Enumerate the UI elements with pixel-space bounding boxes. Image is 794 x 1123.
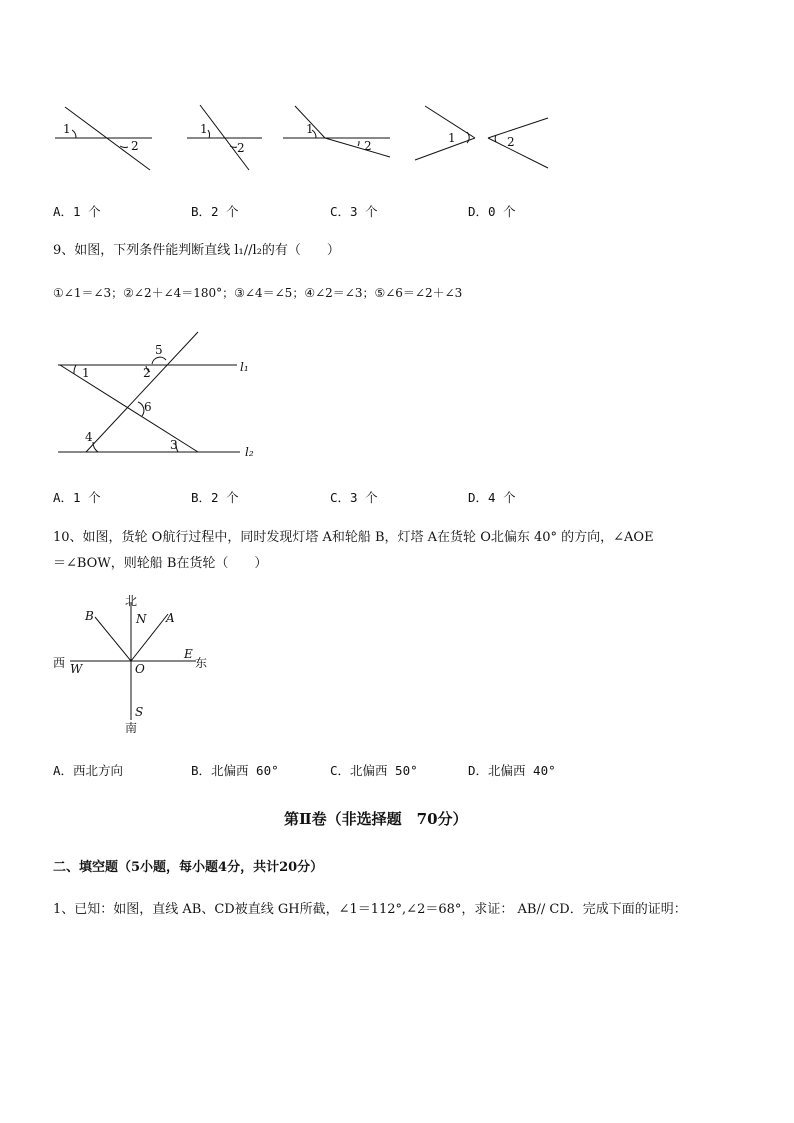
q9-angle-3: 3 — [170, 438, 178, 452]
q8-figure-c — [280, 100, 395, 175]
q9-stem: 9、如图，下列条件能判断直线 l₁//l₂的有（ ） — [53, 243, 340, 258]
q8-figure-a — [50, 100, 160, 175]
q10-option-c[interactable]: C．北偏西 50° — [330, 763, 418, 778]
compass-south: 南 — [125, 721, 138, 735]
q8-option-c[interactable]: C．3 个 — [330, 204, 378, 219]
q8d-angle-1: 1 — [448, 131, 456, 145]
q8c-angle-2: 2 — [364, 139, 372, 153]
q9-angle-4: 4 — [85, 430, 93, 444]
part2-q1-stem: 1、已知：如图，直线 AB、CD被直线 GH所截，∠1＝112°,∠2＝68°，求证： AB// CD．完成下面的证明： — [53, 902, 687, 917]
q9-option-c[interactable]: C．3 个 — [330, 490, 378, 505]
q8-option-b[interactable]: B．2 个 — [191, 204, 239, 219]
compass-east: 东 — [195, 656, 208, 670]
ship-b-label: B — [85, 609, 94, 623]
q8d-angle-2: 2 — [507, 135, 515, 149]
q10-stem-line1: 10、如图，货轮 O航行过程中，同时发现灯塔 A和轮船 B，灯塔 A在货轮 O北偏东 40° 的方向，∠AOE — [53, 530, 654, 545]
part2-title: 第Ⅱ卷（非选择题 70分） — [284, 810, 468, 828]
q8c-angle-1: 1 — [306, 122, 314, 136]
q9-angle-2: 2 — [143, 366, 151, 380]
q9-option-a[interactable]: A．1 个 — [53, 490, 101, 505]
section-fill-blank-heading: 二、填空题（5小题，每小题4分，共计20分） — [53, 860, 324, 875]
q10-option-d[interactable]: D．北偏西 40° — [468, 763, 556, 778]
q8-figure-b — [182, 100, 272, 175]
q10-option-a[interactable]: A．西北方向 — [53, 763, 124, 778]
q8b-angle-2: 2 — [237, 141, 245, 155]
q8-figure-d — [410, 100, 555, 175]
q10-stem-line2: ＝∠BOW，则轮船 B在货轮（ ） — [53, 556, 268, 571]
compass-north: 北 — [125, 594, 138, 608]
compass-s-label: S — [135, 705, 144, 719]
q9-option-b[interactable]: B．2 个 — [191, 490, 239, 505]
q9-line-l2: l₂ — [245, 445, 254, 459]
q8a-angle-2: 2 — [131, 139, 139, 153]
compass-w-label: W — [70, 662, 83, 676]
q9-line-l1: l₁ — [240, 360, 249, 374]
q9-conditions: ①∠1＝∠3；②∠2＋∠4＝180°；③∠4＝∠5；④∠2＝∠3；⑤∠6＝∠2＋∠3 — [53, 286, 463, 300]
compass-e-label: E — [184, 647, 193, 661]
q8b-angle-1: 1 — [200, 122, 208, 136]
q8-option-d[interactable]: D．0 个 — [468, 204, 516, 219]
compass-n-label: N — [136, 612, 147, 626]
q9-option-d[interactable]: D．4 个 — [468, 490, 516, 505]
q8a-angle-1: 1 — [63, 122, 71, 136]
q10-compass-figure — [50, 590, 220, 740]
q10-option-b[interactable]: B．北偏西 60° — [191, 763, 279, 778]
q9-angle-5: 5 — [155, 343, 163, 357]
q9-figure — [52, 330, 272, 465]
origin-o-label: O — [135, 662, 145, 676]
ship-a-label: A — [166, 611, 175, 625]
q9-angle-6: 6 — [144, 400, 152, 414]
compass-west: 西 — [53, 656, 66, 670]
q9-angle-1: 1 — [82, 366, 90, 380]
q8-option-a[interactable]: A．1 个 — [53, 204, 101, 219]
